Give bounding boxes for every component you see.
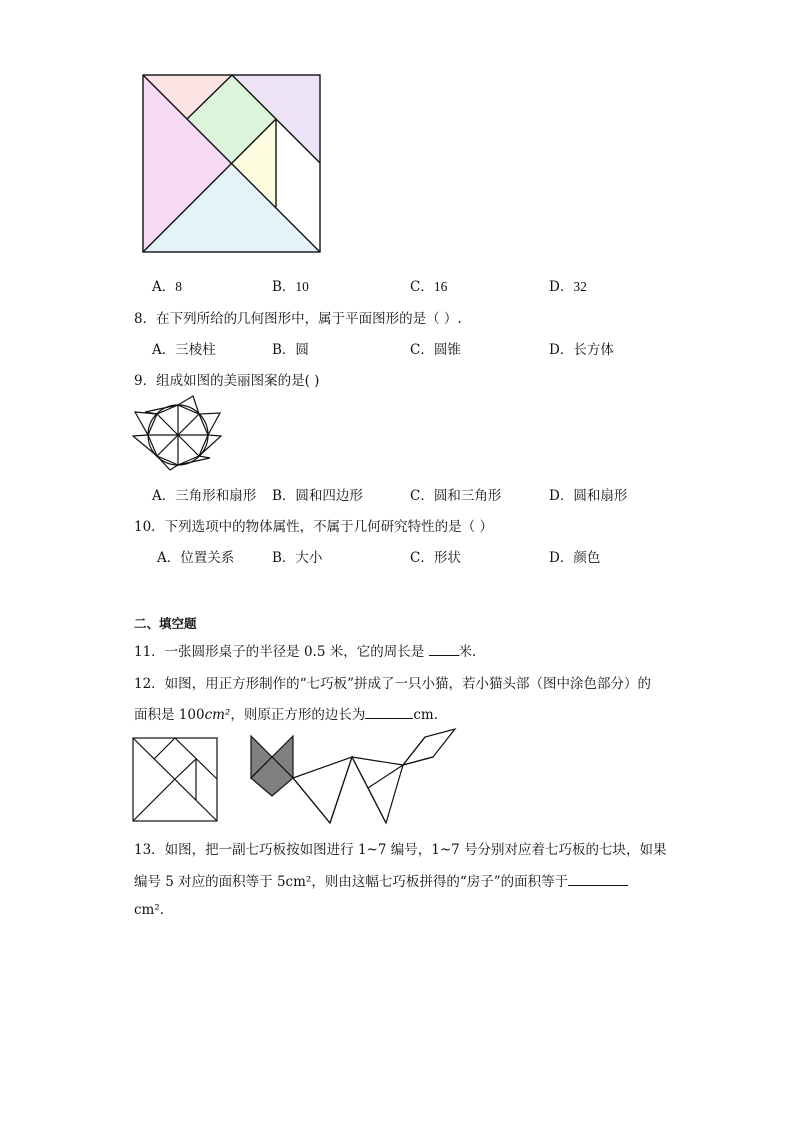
q12-unit: cm² — [204, 707, 231, 723]
q9-option-a: A．三角形和扇形 — [152, 488, 257, 504]
q7-option-c: C．16 — [410, 279, 448, 295]
q8-option-a: A．三棱柱 — [152, 342, 216, 358]
q7-option-d: D．32 — [549, 279, 587, 295]
q10-option-c: C．形状 — [410, 550, 461, 566]
q10-option-d: D．颜色 — [549, 550, 601, 566]
section-title: 二、填空题 — [134, 616, 197, 631]
q8-option-b: B．圆 — [272, 342, 309, 358]
q13-line2 — [134, 870, 628, 890]
q9-option-b: B．圆和四边形 — [272, 488, 363, 504]
q13-line3: cm². — [134, 902, 165, 918]
q10-option-a: A．位置关系 — [157, 550, 235, 566]
q13-text: 编号 5 对应的面积等于 5cm²，则由这幅七巧板拼得的“房子”的面积等于 — [134, 874, 569, 890]
q8-option-d: D．长方体 — [549, 342, 614, 358]
q8-option-c: C．圆锥 — [410, 342, 461, 358]
q12-line1: 12．如图，用正方形制作的“七巧板”拼成了一只小猫，若小猫头部（图中涂色部分）的 — [134, 676, 651, 692]
q9-stem: 9．组成如图的美丽图案的是( ) — [134, 373, 320, 389]
q12-text-after: cm. — [413, 707, 438, 723]
q7-option-a: A．8 — [152, 279, 182, 295]
q12-text-mid: ，则原正方形的边长为 — [230, 707, 366, 723]
cat-head — [251, 736, 293, 796]
q7-option-b: B．10 — [272, 279, 309, 295]
q11-text-before: 11．一张圆形桌子的半径是 0.5 米，它的周长是 — [134, 644, 429, 660]
q10-option-b: B．大小 — [272, 550, 323, 566]
q13-line1: 13．如图，把一副七巧板按如图进行 1~7 编号，1~7 号分别对应着七巧板的七块，如果 — [134, 842, 667, 858]
q8-stem: 8．在下列所给的几何图形中，属于平面图形的是（ ）. — [134, 311, 462, 327]
q12-area-text: 面积是 100 — [134, 707, 205, 723]
q9-option-c: C．圆和三角形 — [410, 488, 502, 504]
q11-text-after: 米. — [458, 644, 477, 660]
q13-answer-blank[interactable] — [568, 873, 628, 886]
q10-stem: 10．下列选项中的物体属性，不属于几何研究特性的是（ ） — [134, 519, 493, 535]
q9-option-d: D．圆和扇形 — [549, 488, 628, 504]
